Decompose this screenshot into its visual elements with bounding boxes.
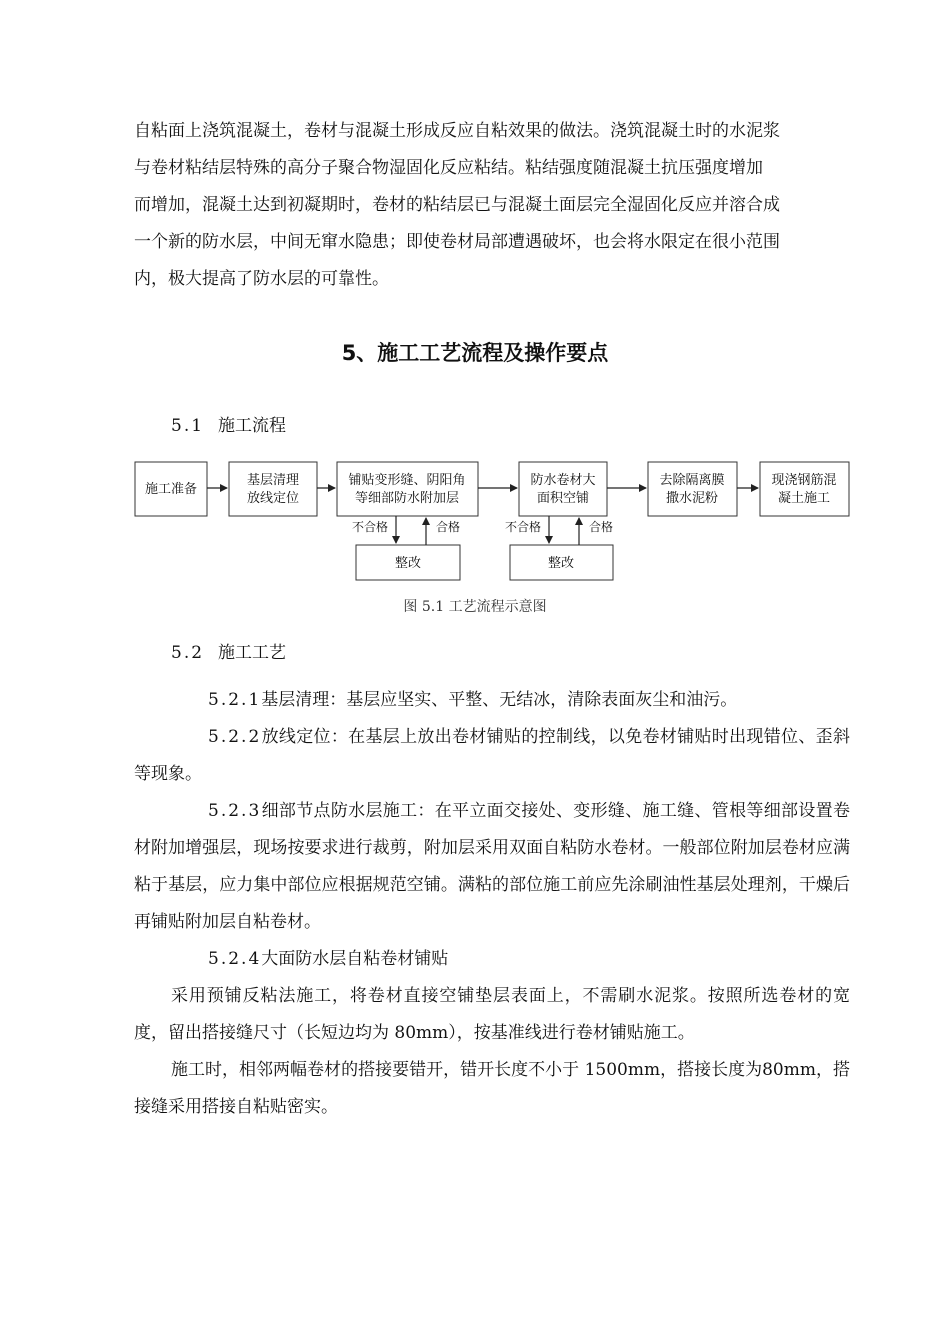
flow-box-release [648,462,737,516]
flow-box-membrane [519,462,607,516]
flow-box-detail [337,462,478,516]
flow-label-fail: 不合格 [504,520,541,534]
subsection-title: 施工流程 [218,416,286,436]
flow-label: 撒水泥粉 [665,491,719,506]
flow-label-pass: 合格 [436,520,461,534]
process-flow-diagram [0,0,950,600]
item-text: 基层清理：基层应坚实、平整、无结冰，清除表面灰尘和油污。 [261,690,738,710]
flow-label: 施工准备 [144,482,198,497]
body-paragraph: 采用预铺反粘法施工，将卷材直接空铺垫层表面上，不需刷水泥浆。按照所选卷材的宽度，留出搭接缝尺寸（长短边均为 80mm），按基准线进行卷材铺贴施工。 [134,986,850,1043]
flow-label: 防水卷材大 [530,473,596,488]
flow-label-pass: 合格 [589,520,614,534]
figure-caption: 图 5.1 工艺流程示意图 [403,599,547,615]
item-5-2-1 [134,682,850,719]
subsection-number: 5.1 [171,416,205,436]
item-5-2-3 [134,793,850,941]
item-number: 5.2.3 [208,801,262,821]
intro-line: 而增加，混凝土达到初凝期时，卷材的粘结层已与混凝土面层完全湿固化反应并溶合成 [134,195,780,215]
subsection-heading-5-2 [171,635,286,672]
intro-line: 自粘面上浇筑混凝土，卷材与混凝土形成反应自粘效果的做法。浇筑混凝土时的水泥浆 [134,121,780,141]
flow-label-fail: 不合格 [351,520,388,534]
subsection-title: 施工工艺 [218,643,286,663]
flow-label: 基层清理 [246,473,300,488]
flow-label: 面积空铺 [536,491,590,506]
item-text: 细部节点防水层施工：在平立面交接处、变形缝、施工缝、管根等细部设置卷材附加增强层，现场按要求进行裁剪，附加层采用双面自粘防水卷材。一般部位附加层卷材应满粘于基层，应力集中部位应根据规范空铺。满粘的部位施工前应先涂刷油性基层处理剂，干燥后再铺贴附加层自粘卷材。 [134,801,850,932]
item-5-2-2 [134,719,850,793]
item-number: 5.2.2 [208,727,262,747]
flow-label-fix: 整改 [547,556,575,571]
flow-label: 现浇钢筋混 [771,473,837,488]
flow-box-base [229,462,317,516]
intro-line: 内，极大提高了防水层的可靠性。 [134,269,389,289]
flow-label: 放线定位 [246,491,300,506]
item-number: 5.2.4 [208,949,262,969]
item-5-2-4 [134,941,850,978]
flow-label: 铺贴变形缝、阴阳角 [348,473,466,488]
flow-label: 凝土施工 [777,491,831,506]
intro-line: 一个新的防水层，中间无窜水隐患；即使卷材局部遭遇破坏，也会将水限定在很小范围 [134,232,780,252]
flow-label: 等细部防水附加层 [354,491,460,506]
flow-label-fix: 整改 [394,556,422,571]
flow-label: 去除隔离膜 [659,473,725,488]
item-text: 放线定位：在基层上放出卷材铺贴的控制线，以免卷材铺贴时出现错位、歪斜等现象。 [134,727,850,784]
intro-line: 与卷材粘结层特殊的高分子聚合物湿固化反应粘结。粘结强度随混凝土抗压强度增加 [134,158,763,178]
item-text: 大面防水层自粘卷材铺贴 [261,949,449,969]
subsection-number: 5.2 [171,643,205,663]
section-title: 5、施工工艺流程及操作要点 [341,341,609,365]
item-number: 5.2.1 [208,690,262,710]
flow-box-concrete [760,462,849,516]
body-paragraph: 施工时，相邻两幅卷材的搭接要错开，错开长度不小于 1500mm，搭接长度为80mm，搭接缝采用搭接自粘贴密实。 [134,1060,850,1117]
